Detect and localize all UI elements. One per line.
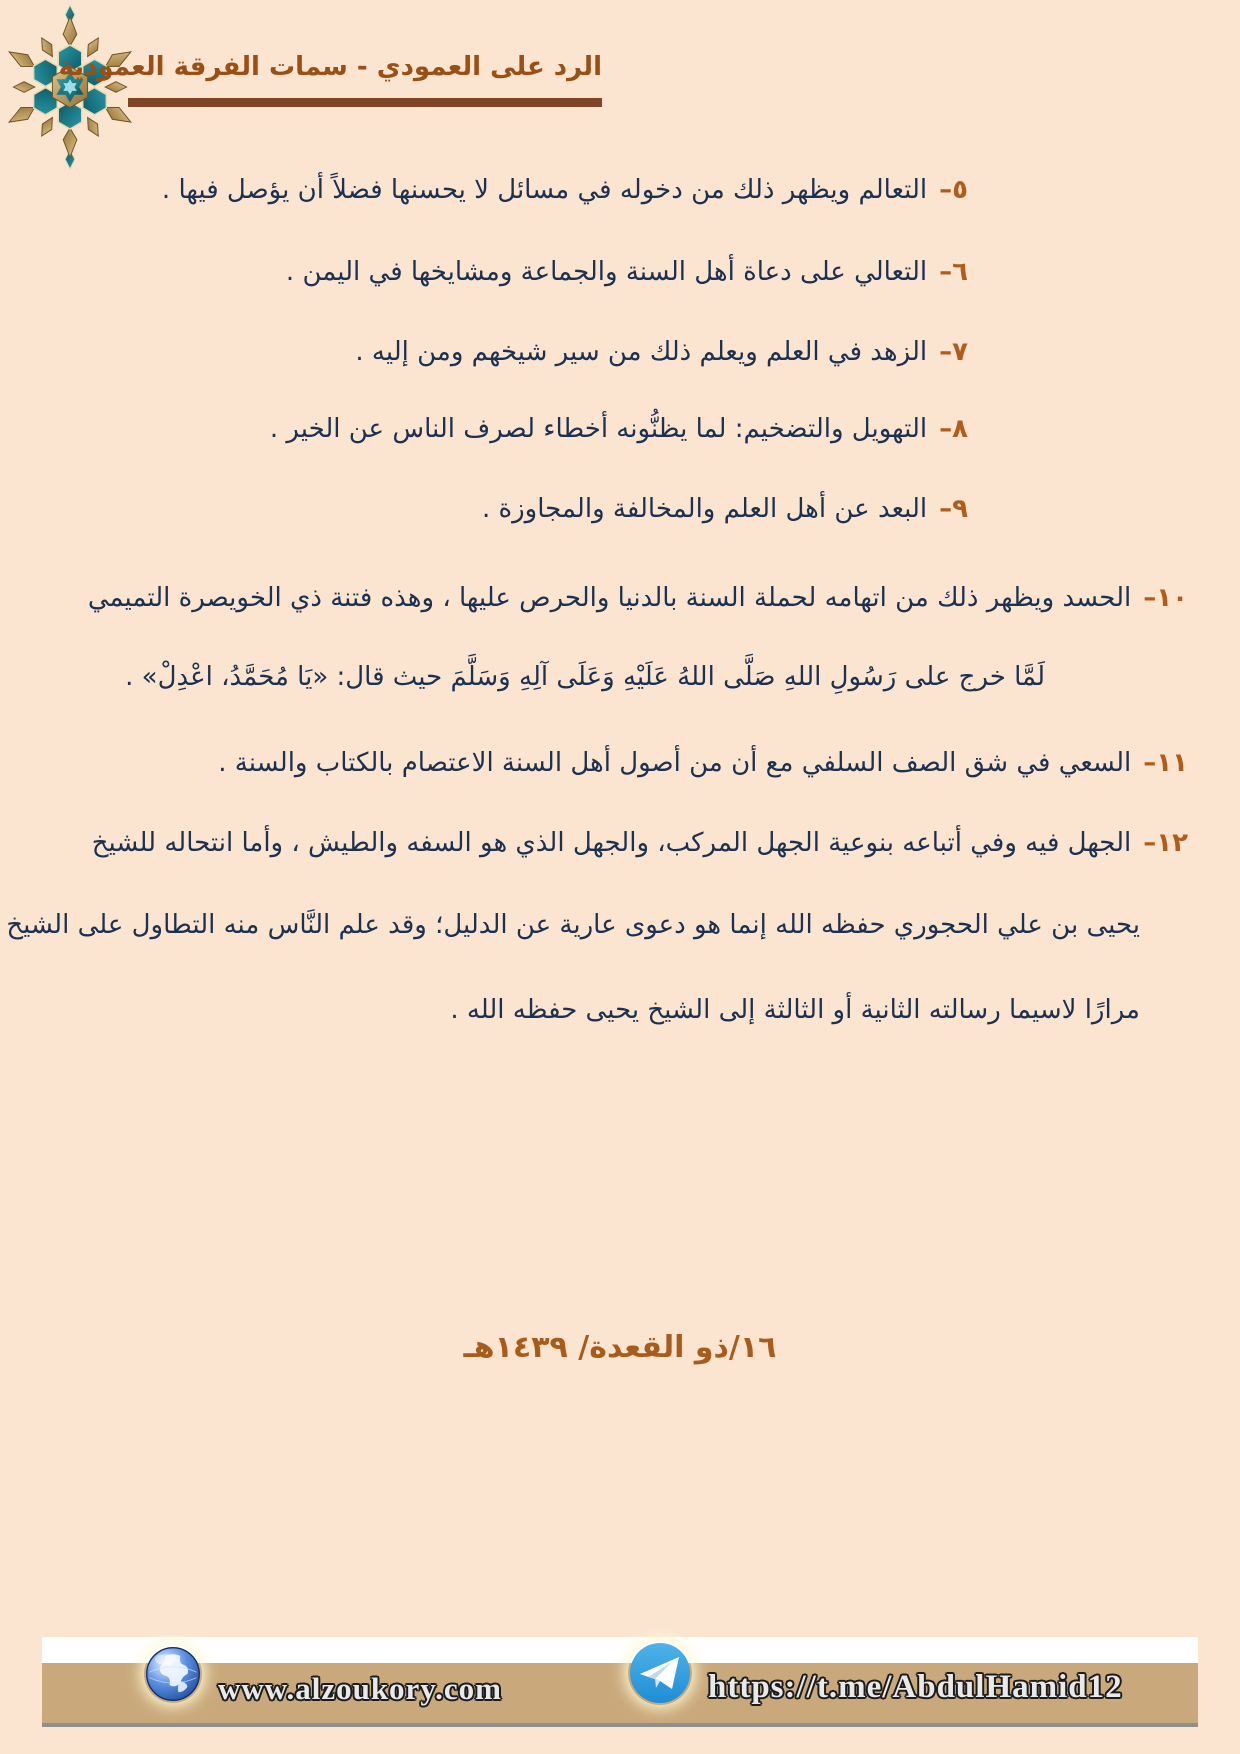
list-item-number: ١٢– (1143, 828, 1188, 858)
list-item-text: يحيى بن علي الحجوري حفظه الله إنما هو دعوى عارية عن الدليل؛ وقد علم النَّاس منه التطاول على الشيخ (6, 910, 1140, 940)
telegram-icon (628, 1641, 692, 1705)
list-item-5 (0, 175, 1240, 205)
list-item-text: البعد عن أهل العلم والمخالفة والمجاوزة . (481, 494, 928, 524)
list-item-text: التعالي على دعاة أهل السنة والجماعة ومشايخها في اليمن . (285, 257, 928, 287)
website-link[interactable]: www.alzoukory.com (218, 1671, 502, 1706)
list-item-text: التهويل والتضخيم: لما يظنُّونه أخطاء لصرف الناس عن الخير . (269, 414, 928, 444)
list-item-6 (0, 257, 1240, 287)
list-item-10-continuation (0, 662, 1240, 692)
list-item-11 (0, 748, 1240, 778)
list-item-10 (0, 583, 1240, 613)
list-item-number: ٨– (939, 414, 968, 444)
list-item-text: مرارًا لاسيما رسالته الثانية أو الثالثة إلى الشيخ يحيى حفظه الله . (450, 995, 1140, 1025)
footer-banner (42, 1637, 1198, 1729)
telegram-link[interactable]: https://t.me/AbdulHamid12 (708, 1669, 1123, 1705)
list-item-7 (0, 337, 1240, 367)
list-item-12 (0, 828, 1240, 858)
list-item-number: ١١– (1143, 748, 1188, 778)
list-item-text: الجهل فيه وفي أتباعه بنوعية الجهل المركب، والجهل الذي هو السفه والطيش ، وأما انتحاله للشيخ (91, 828, 1132, 858)
list-item-9 (0, 494, 1240, 524)
list-item-12-continuation (0, 995, 1240, 1025)
list-item-number: ٥– (939, 175, 968, 205)
list-item-text: السعي في شق الصف السلفي مع أن من أصول أهل السنة الاعتصام بالكتاب والسنة . (218, 748, 1132, 778)
hijri-date: ١٦/ذو القعدة/ ١٤٣٩هـ (463, 1330, 777, 1365)
islamic-star-ornament-icon (6, 4, 134, 170)
list-item-number: ٩– (939, 494, 968, 524)
list-item-number: ٦– (939, 257, 968, 287)
list-item-text: الزهد في العلم ويعلم ذلك من سير شيخهم ومن إليه . (355, 337, 928, 367)
footer-white-strip (42, 1637, 1198, 1663)
list-item-text: الحسد ويظهر ذلك من اتهامه لحملة السنة بالدنيا والحرص عليها ، وهذه فتنة ذي الخويصرة التميمي (87, 583, 1132, 613)
page-title: الرد على العمودي - سمات الفرقة العمودية (128, 52, 602, 107)
list-item-text: لَمَّا خرج على رَسُولِ اللهِ صَلَّى اللهُ عَلَيْهِ وَعَلَى آلِهِ وَسَلَّمَ حيث قال: «يَا مُحَمَّدُ، اعْدِلْ» . (125, 662, 1045, 692)
list-item-8 (0, 414, 1240, 444)
list-item-number: ٧– (939, 337, 968, 367)
list-item-text: التعالم ويظهر ذلك من دخوله في مسائل لا يحسنها فضلاً أن يؤصل فيها . (161, 175, 928, 205)
globe-icon (144, 1645, 202, 1703)
list-item-12-continuation (0, 910, 1240, 940)
list-item-number: ١٠– (1143, 583, 1188, 613)
